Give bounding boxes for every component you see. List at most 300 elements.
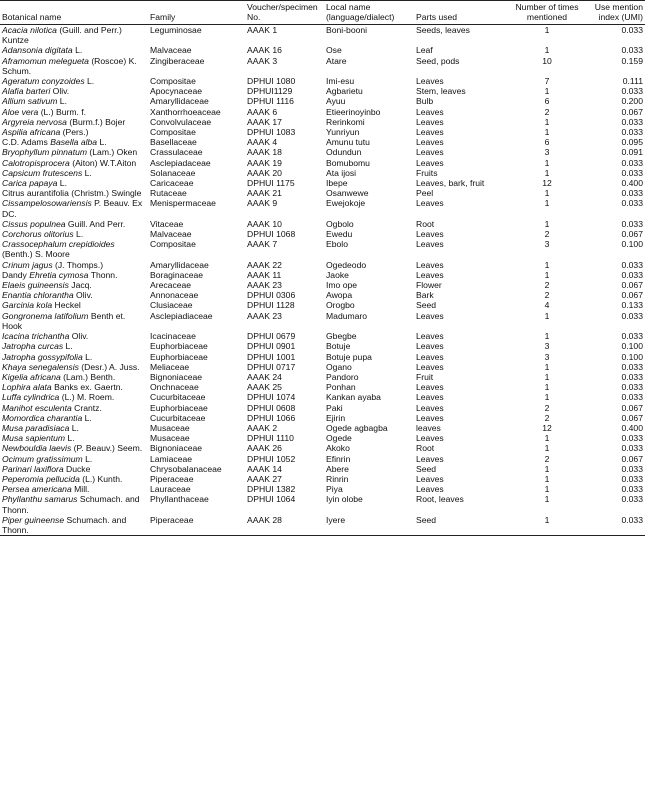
cell-times-mentioned: 1 xyxy=(544,392,550,403)
botanical-name-it: Carica papaya xyxy=(2,178,58,189)
cell-parts-used: Leaves xyxy=(416,392,444,403)
table-row xyxy=(0,25,645,46)
botanical-name-it: Argyreia nervosa xyxy=(2,116,67,127)
cell-umi: 0.033 xyxy=(621,45,643,56)
botanical-name-post: Banks ex. Gaertn. xyxy=(51,382,123,393)
cell-voucher: AAAK 3 xyxy=(247,55,278,66)
cell-local-name: Ewejokoje xyxy=(326,198,366,209)
cell-umi: 0.067 xyxy=(621,106,643,117)
cell-voucher: AAAK 14 xyxy=(247,463,282,474)
table-row xyxy=(0,56,645,76)
cell-times-mentioned: 1 xyxy=(505,515,589,536)
table-row xyxy=(0,352,645,362)
cell-parts-used: Leaves xyxy=(416,412,444,423)
cell-voucher: DPHUI 0901 xyxy=(247,341,296,352)
botanical-name-it: Bryophyllum pinnatum xyxy=(2,147,88,158)
botanical-name-it: Gongronema latifolium xyxy=(2,310,89,321)
cell-umi: 0.033 xyxy=(621,167,643,178)
cell-umi: 0.033 xyxy=(621,259,643,270)
cell-botanical-name xyxy=(0,331,148,341)
cell-botanical-name xyxy=(0,188,148,198)
cell-family: Piperaceae xyxy=(148,515,245,536)
cell-local-name: Paki xyxy=(326,402,343,413)
cell-botanical-name xyxy=(0,464,148,474)
cell-family: Caricaceae xyxy=(150,178,194,189)
table-row xyxy=(0,168,645,178)
cell-voucher: AAAK 23 xyxy=(247,310,282,321)
cell-umi: 0.400 xyxy=(621,422,643,433)
cell-local-name: Odundun xyxy=(326,147,362,158)
botanical-name-it: Icacina trichantha xyxy=(2,331,70,342)
cell-family: Chrysobalanaceae xyxy=(150,463,222,474)
table-row xyxy=(0,229,645,239)
cell-times-mentioned: 1 xyxy=(544,382,550,393)
cell-voucher: AAAK 28 xyxy=(245,515,324,536)
cell-parts-used: Seed, pods xyxy=(416,55,460,66)
cell-local-name: Ejirin xyxy=(326,412,346,423)
cell-umi: 0.033 xyxy=(621,127,643,138)
cell-parts-used: Fruit xyxy=(416,371,434,382)
cell-parts-used: Leaves xyxy=(416,382,444,393)
cell-parts-used: Leaves xyxy=(416,259,444,270)
cell-botanical-name xyxy=(0,494,148,514)
cell-botanical-name xyxy=(0,239,148,259)
cell-parts-used: Leaves xyxy=(416,127,444,138)
botanical-name-it: Cissus populnea xyxy=(2,218,66,229)
botanical-name-it: Garcinia kola xyxy=(2,300,53,311)
cell-family: Amaryllidaceae xyxy=(150,96,209,107)
cell-botanical-name xyxy=(0,382,148,392)
cell-local-name: Kankan ayaba xyxy=(326,392,381,403)
cell-times-mentioned: 1 xyxy=(544,167,550,178)
cell-umi: 0.033 xyxy=(621,494,643,505)
cell-family: Convolvulaceae xyxy=(150,116,212,127)
cell-local-name: Ogbolo xyxy=(326,218,354,229)
cell-local-name: Ose xyxy=(326,45,342,56)
cell-parts-used: Stem, leaves xyxy=(416,86,466,97)
botanical-name-it: Phyllanthu samarus xyxy=(2,494,78,505)
cell-voucher: DPHUI 1074 xyxy=(247,392,296,403)
botanical-name-post: (Burm.f.) Bojer xyxy=(66,116,126,127)
table-row xyxy=(0,341,645,351)
cell-voucher: DPHUI 1052 xyxy=(247,453,296,464)
cell-voucher: DPHUI 1066 xyxy=(247,412,296,423)
cell-family: Zingiberaceae xyxy=(150,55,205,66)
botanical-name-it: Aframomun melegueta xyxy=(2,55,89,66)
cell-botanical-name xyxy=(0,56,148,76)
cell-umi: 0.067 xyxy=(621,402,643,413)
table-row xyxy=(0,188,645,198)
cell-times-mentioned: 1 xyxy=(544,45,550,56)
cell-voucher: AAAK 17 xyxy=(247,116,282,127)
botanical-name-post: Ducke xyxy=(63,463,91,474)
cell-botanical-name xyxy=(0,413,148,423)
cell-local-name: Atare xyxy=(326,55,347,66)
botanical-name-post: L. xyxy=(69,422,79,433)
cell-voucher: DPHUI 1128 xyxy=(247,300,295,311)
cell-times-mentioned: 1 xyxy=(544,259,550,270)
cell-voucher: AAAK 18 xyxy=(247,147,282,158)
cell-voucher: AAAK 23 xyxy=(247,280,282,291)
botanical-name-post: Schumach. and Thonn. xyxy=(2,514,127,535)
cell-botanical-name xyxy=(0,107,148,117)
cell-umi: 0.100 xyxy=(621,341,643,352)
cell-umi: 0.033 xyxy=(621,484,643,495)
cell-botanical-name xyxy=(0,280,148,290)
table-row xyxy=(0,137,645,147)
table-row xyxy=(0,260,645,270)
cell-local-name: Iyere xyxy=(324,515,414,536)
cell-parts-used: Leaves xyxy=(416,106,444,117)
cell-family: Lamiaceae xyxy=(150,453,193,464)
table-row xyxy=(0,280,645,290)
cell-family: Solanaceae xyxy=(150,167,196,178)
cell-parts-used: Leaves xyxy=(416,433,444,444)
table-row xyxy=(0,117,645,127)
table-header xyxy=(0,1,645,25)
cell-umi: 0.033 xyxy=(621,392,643,403)
table-row xyxy=(0,474,645,484)
cell-times-mentioned: 2 xyxy=(544,290,550,301)
table-row xyxy=(0,239,645,259)
cell-voucher: AAAK 24 xyxy=(247,371,282,382)
cell-voucher: DPHUI 1382 xyxy=(247,484,296,495)
cell-botanical-name xyxy=(0,178,148,188)
header-botanical-name: Botanical name xyxy=(0,1,148,25)
botanical-name-post: L. xyxy=(82,351,93,362)
cell-parts-used: Leaves xyxy=(416,147,444,158)
cell-umi: 0.091 xyxy=(621,147,643,158)
botanical-name-it: Manihot esculenta xyxy=(2,402,72,413)
cell-umi: 0.033 xyxy=(621,157,643,168)
cell-parts-used: Peel xyxy=(416,188,434,199)
cell-times-mentioned: 1 xyxy=(544,433,550,444)
cell-umi: 0.111 xyxy=(622,76,643,87)
cell-local-name: Ogede xyxy=(326,433,352,444)
botanical-name-post: Guill. And Perr. xyxy=(65,218,126,229)
header-voucher: Voucher/specimen No. xyxy=(245,1,324,25)
botanical-name-post: Schumach. and Thonn. xyxy=(2,494,140,515)
cell-voucher: DPHUI 0608 xyxy=(247,402,296,413)
cell-parts-used: Seed xyxy=(416,300,437,311)
table-row xyxy=(0,443,645,453)
table-row xyxy=(0,413,645,423)
botanical-name-it: Newbouldia laevis xyxy=(2,443,72,454)
cell-local-name: Pandoro xyxy=(326,371,359,382)
table-row xyxy=(0,86,645,96)
botanical-name-it: Aspilia africana xyxy=(2,127,61,138)
cell-times-mentioned: 1 xyxy=(544,331,550,342)
cell-family: Asclepiadiaceae xyxy=(150,310,213,321)
cell-local-name: Gbegbe xyxy=(326,331,357,342)
cell-times-mentioned: 12 xyxy=(542,422,552,433)
cell-parts-used: Fruits xyxy=(416,167,438,178)
cell-times-mentioned: 10 xyxy=(542,55,552,66)
cell-voucher: DPHUI 1083 xyxy=(247,127,296,138)
cell-voucher: DPHUI 1001 xyxy=(247,351,296,362)
botanical-name-post: (Roscoe) K. Schum. xyxy=(2,55,137,76)
cell-local-name: Bomubomu xyxy=(326,157,370,168)
cell-voucher: AAAK 7 xyxy=(247,239,278,250)
cell-local-name: Ewedu xyxy=(326,229,353,240)
cell-umi: 0.159 xyxy=(621,55,643,66)
cell-umi: 0.400 xyxy=(621,178,643,189)
cell-times-mentioned: 3 xyxy=(544,147,550,158)
cell-times-mentioned: 1 xyxy=(544,310,550,321)
cell-family: Crassulaceae xyxy=(150,147,203,158)
cell-family: Musaceae xyxy=(150,433,190,444)
botanical-name-it: Calotropisprocera xyxy=(2,157,70,168)
cell-times-mentioned: 1 xyxy=(544,218,550,229)
cell-parts-used: Seed xyxy=(414,515,505,536)
cell-parts-used: Seeds, leaves xyxy=(416,25,470,35)
cell-family: Bignoniaceae xyxy=(150,371,203,382)
cell-times-mentioned: 2 xyxy=(544,453,550,464)
cell-botanical-name xyxy=(0,433,148,443)
botanical-name-post: Heckel xyxy=(52,300,81,311)
botanical-name-post: Oliv. xyxy=(50,86,70,97)
cell-parts-used: Leaves xyxy=(416,484,444,495)
table-body xyxy=(0,25,645,536)
cell-voucher: AAAK 11 xyxy=(247,269,282,280)
cell-voucher: AAAK 4 xyxy=(247,137,278,148)
botanical-name-it: Persea americana xyxy=(2,484,72,495)
cell-umi: 0.033 xyxy=(621,86,643,97)
botanical-name-it: Cissampelosowariensis xyxy=(2,198,92,209)
table-row xyxy=(0,515,645,536)
cell-family: Malvaceae xyxy=(150,229,192,240)
cell-voucher: AAAK 21 xyxy=(247,188,282,199)
botanical-name-post: (P. Beauv.) Seem. xyxy=(71,443,143,454)
cell-times-mentioned: 3 xyxy=(544,351,550,362)
cell-botanical-name xyxy=(0,168,148,178)
cell-botanical-name xyxy=(0,86,148,96)
cell-botanical-name xyxy=(0,219,148,229)
table-row xyxy=(0,484,645,494)
cell-local-name: Ata ijosi xyxy=(326,167,357,178)
cell-botanical-name xyxy=(0,127,148,137)
cell-voucher: AAAK 9 xyxy=(247,198,278,209)
botanical-name-post: (Benth.) S. Moore xyxy=(2,249,70,260)
cell-botanical-name xyxy=(0,158,148,168)
table-row xyxy=(0,127,645,137)
cell-local-name: Ebolo xyxy=(326,239,348,250)
botanical-name-post: L. xyxy=(84,76,95,87)
table-row xyxy=(0,107,645,117)
botanical-name-post: (Guill. and Perr.) Kuntze xyxy=(2,25,122,46)
table-row xyxy=(0,464,645,474)
botanical-name-post: (Aiton) W.T.Aiton xyxy=(69,157,137,168)
botanical-name-post: Thonn. xyxy=(88,269,118,280)
cell-family: Euphorbiaceae xyxy=(150,402,208,413)
cell-local-name: Imo ope xyxy=(326,280,358,291)
cell-times-mentioned: 2 xyxy=(544,229,550,240)
cell-family: Amaryllidaceae xyxy=(150,259,209,270)
cell-parts-used: Leaves xyxy=(416,402,444,413)
cell-parts-used: Leaves xyxy=(416,341,444,352)
botanical-name-it: Basella alba xyxy=(50,137,98,148)
cell-times-mentioned: 3 xyxy=(544,341,550,352)
cell-family: Piperaceae xyxy=(150,473,194,484)
cell-botanical-name xyxy=(0,423,148,433)
table-row xyxy=(0,198,645,218)
cell-local-name: Madumaro xyxy=(326,310,368,321)
table-row xyxy=(0,433,645,443)
botanical-name-it: Kigelia africana xyxy=(2,371,61,382)
table-row xyxy=(0,300,645,310)
botanical-name-it: Ageratum conyzoides xyxy=(2,76,85,87)
cell-parts-used: Leaf xyxy=(416,45,433,56)
botanical-name-post: Oliv. xyxy=(69,331,89,342)
cell-local-name: Osanwewe xyxy=(326,188,369,199)
cell-botanical-name xyxy=(0,137,148,147)
cell-voucher: AAAK 20 xyxy=(247,167,282,178)
table-row xyxy=(0,372,645,382)
cell-family: Clusiaceae xyxy=(150,300,193,311)
table-row xyxy=(0,382,645,392)
cell-parts-used: Flower xyxy=(416,280,442,291)
cell-botanical-name xyxy=(0,290,148,300)
header-times-mentioned: Number of times mentioned xyxy=(505,1,589,25)
cell-times-mentioned: 1 xyxy=(544,198,550,209)
cell-family: Euphorbiaceae xyxy=(150,341,208,352)
botanical-name-post: (Desr.) A. Juss. xyxy=(78,361,140,372)
cell-family: Icacinaceae xyxy=(150,331,196,342)
cell-family: Bignoniaceae xyxy=(150,443,203,454)
cell-parts-used: Leaves xyxy=(416,310,444,321)
table-row xyxy=(0,403,645,413)
cell-family: Euphorbiaceae xyxy=(150,351,208,362)
botanical-name-post: Mill. xyxy=(71,484,90,495)
botanical-name-it: Musa paradisiaca xyxy=(2,422,70,433)
cell-umi: 0.033 xyxy=(621,433,643,444)
cell-family: Menispermaceae xyxy=(150,198,216,209)
cell-botanical-name xyxy=(0,403,148,413)
botanical-name-pre: Citrus aurantifolia (Christm.) Swingle xyxy=(2,188,142,199)
cell-family: Basellaceae xyxy=(150,137,197,148)
cell-local-name: Ogede agbagba xyxy=(326,422,388,433)
cell-umi: 0.133 xyxy=(621,300,643,311)
cell-family: Vitaceae xyxy=(150,218,184,229)
cell-family: Arecaceae xyxy=(150,280,192,291)
cell-times-mentioned: 2 xyxy=(544,280,550,291)
cell-family: Malvaceae xyxy=(150,45,192,56)
botanical-name-post: (L.) Burm. f. xyxy=(38,106,87,117)
cell-botanical-name xyxy=(0,260,148,270)
table-row xyxy=(0,362,645,372)
cell-family: Xanthorrhoeaceae xyxy=(150,106,221,117)
botanical-name-it: Crassocephalum crepidioides xyxy=(2,239,115,250)
cell-umi: 0.033 xyxy=(589,515,645,536)
cell-botanical-name xyxy=(0,392,148,402)
cell-local-name: Abere xyxy=(326,463,349,474)
cell-times-mentioned: 2 xyxy=(544,106,550,117)
cell-times-mentioned: 12 xyxy=(542,178,552,189)
cell-umi: 0.100 xyxy=(621,351,643,362)
botanical-name-post: L. xyxy=(82,167,92,178)
cell-family: Cucurbitaceae xyxy=(150,412,206,423)
cell-local-name: Awopa xyxy=(326,290,353,301)
cell-botanical-name xyxy=(0,117,148,127)
cell-botanical-name xyxy=(0,352,148,362)
cell-family: Compositae xyxy=(150,76,196,87)
botanical-name-it: Allium sativum xyxy=(2,96,58,107)
cell-umi: 0.033 xyxy=(621,382,643,393)
botanical-name-it: Khaya senegalensis xyxy=(2,361,79,372)
cell-parts-used: Leaves xyxy=(416,331,444,342)
header-parts-used: Parts used xyxy=(414,1,505,25)
cell-local-name: Agbarietu xyxy=(326,86,363,97)
cell-voucher: AAAK 26 xyxy=(247,443,282,454)
cell-umi: 0.067 xyxy=(621,229,643,240)
cell-umi: 0.095 xyxy=(621,137,643,148)
cell-local-name: Rinrin xyxy=(326,473,349,484)
cell-botanical-name xyxy=(0,147,148,157)
cell-times-mentioned: 1 xyxy=(544,473,550,484)
cell-family: Phyllanthaceae xyxy=(150,494,209,505)
cell-times-mentioned: 1 xyxy=(544,494,550,505)
cell-parts-used: Leaves xyxy=(416,453,444,464)
botanical-name-it: Ocimum gratissimum xyxy=(2,453,83,464)
cell-family: Onchnaceae xyxy=(150,382,199,393)
botanical-name-post: Crantz. xyxy=(71,402,102,413)
cell-voucher: DPHUI 1175 xyxy=(247,178,295,189)
cell-botanical-name xyxy=(0,45,148,55)
table-row xyxy=(0,392,645,402)
cell-parts-used: Leaves xyxy=(416,473,444,484)
cell-family: Leguminosae xyxy=(150,25,202,35)
cell-botanical-name xyxy=(0,311,148,331)
cell-voucher: DPHUI 1068 xyxy=(247,229,296,240)
header-umi: Use mention index (UMI) xyxy=(589,1,645,25)
header-local-name: Local name (language/dialect) xyxy=(324,1,414,25)
table-row xyxy=(0,494,645,514)
cell-voucher: AAAK 16 xyxy=(247,45,282,56)
botanical-name-post: (Lam.) Benth. xyxy=(60,371,116,382)
botanical-name-post: L. xyxy=(57,96,67,107)
botanical-name-pre: C.D. Adams xyxy=(2,137,51,148)
cell-parts-used: Seed xyxy=(416,463,437,474)
botanical-name-post: P. Beauv. Ex DC. xyxy=(2,198,143,219)
cell-times-mentioned: 1 xyxy=(544,157,550,168)
cell-local-name: Ogano xyxy=(326,361,352,372)
cell-times-mentioned: 1 xyxy=(544,188,550,199)
cell-parts-used: Leaves xyxy=(416,157,444,168)
cell-voucher: DPHUI 0679 xyxy=(247,331,296,342)
table-row xyxy=(0,270,645,280)
cell-voucher: DPHUI 1110 xyxy=(247,433,294,444)
cell-voucher: AAAK 22 xyxy=(247,259,282,270)
cell-botanical-name xyxy=(0,270,148,280)
botanical-name-post: Jacq. xyxy=(68,280,92,291)
botanical-name-post: L. xyxy=(82,412,92,423)
botanical-name-it: Elaeis guineensis xyxy=(2,280,69,291)
cell-family: Compositae xyxy=(150,127,196,138)
cell-voucher: DPHUI 1116 xyxy=(247,96,294,107)
cell-umi: 0.033 xyxy=(621,361,643,372)
cell-family: Meliaceae xyxy=(150,361,190,372)
cell-umi: 0.067 xyxy=(621,290,643,301)
cell-local-name: Ponhan xyxy=(326,382,356,393)
botanical-name-it: Lophira alata xyxy=(2,382,52,393)
cell-umi: 0.033 xyxy=(621,331,643,342)
cell-local-name: Ayuu xyxy=(326,96,346,107)
cell-umi: 0.100 xyxy=(621,239,643,250)
botanical-name-post: L. xyxy=(97,137,107,148)
cell-family: Rutaceae xyxy=(150,188,187,199)
cell-umi: 0.067 xyxy=(621,280,643,291)
botanical-name-post: (Pers.) xyxy=(60,127,89,138)
